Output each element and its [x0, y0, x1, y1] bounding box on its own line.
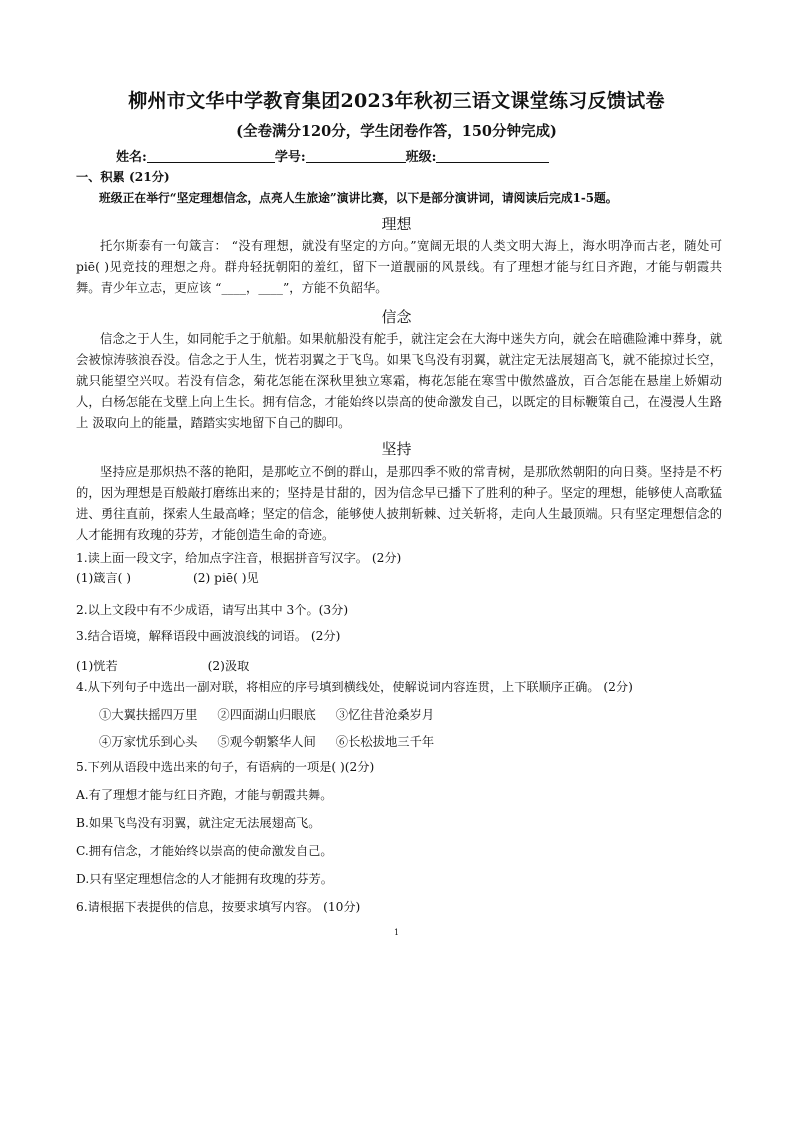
page-number: 1: [393, 928, 400, 937]
q4-option: ⑤观今朝繁华人间: [217, 735, 316, 749]
q5-option-d: D.只有坚定理想信念的人才能拥有玫瑰的芬芳。: [76, 872, 333, 886]
name-label: 姓名:: [116, 150, 147, 165]
q5-option-b: B.如果飞鸟没有羽翼，就注定无法展翅高飞。: [76, 816, 321, 830]
class-label: 班级:: [405, 150, 437, 165]
question-4-options-row1: [99, 705, 454, 723]
q4-option: ①大翼扶摇四万里: [99, 708, 198, 722]
question-2: 2.以上文段中有不少成语，请写出其中 3个。(3分): [76, 603, 349, 617]
speech-title-persistence: 坚持: [381, 440, 412, 458]
section1-heading: 一、积累 (21分): [76, 170, 170, 184]
class-blank[interactable]: [436, 149, 549, 163]
exam-subtitle: (全卷满分120分，学生闭卷作答，150分钟完成): [236, 123, 557, 140]
question-1-items: [76, 568, 259, 588]
speech-paragraph-ideal: 托尔斯泰有一句箴言： “没有理想，就没有坚定的方向。”宽阔无垠的人类文明大海上，海水明净而古老，随处可 piē( )见竞技的理想之舟。群舟轻抚朝阳的羞红，留下一道靓丽的风景线。有了理想才能与红日齐跑，才能与朝霞共舞。青少年立志，更应该 “____，____”，方能不负韶华。: [76, 239, 722, 295]
speech-title-belief: 信念: [381, 308, 412, 326]
number-blank[interactable]: [306, 149, 406, 163]
question-3a: (1)恍若: [76, 659, 118, 673]
exam-title: 柳州市文华中学教育集团2023年秋初三语文课堂练习反馈试卷: [128, 90, 665, 112]
name-blank[interactable]: [147, 149, 275, 163]
question-3-items: [76, 656, 249, 676]
question-1b: (2) piē( )见: [193, 571, 259, 585]
q4-option: ②四面湖山归眼底: [217, 708, 316, 722]
q5-option-a: A.有了理想才能与红日齐跑，才能与朝霞共舞。: [76, 788, 333, 802]
question-1: 1.读上面一段文字，给加点字注音，根据拼音写汉字。 (2分): [76, 551, 402, 565]
speech-paragraph-belief: 信念之于人生，如同舵手之于航船。如果航船没有舵手，就注定会在大海中迷失方向，就会在暗礁险滩中葬身，就会被惊涛骇浪吞没。信念之于人生，恍若羽翼之于飞鸟。如果飞鸟没有羽翼，就注定无法展翅高飞，就不能掠过长空，就只能望空兴叹。若没有信念，菊花怎能在深秋里独立寒霜，梅花怎能在寒雪中傲然盛放，百合怎能在悬崖上娇媚动人，白杨怎能在戈壁上向上生长。拥有信念，才能始终以崇高的使命激发自己，以既定的目标鞭策自己，在漫漫人生路上 汲取向上的能量，踏踏实实地留下自己的脚印。: [76, 332, 722, 430]
student-info-row: [116, 146, 549, 165]
question-1a: (1)箴言( ): [76, 571, 132, 585]
q4-option: ⑥长松拔地三千年: [335, 735, 435, 749]
question-5: 5.下列从语段中选出来的句子，有语病的一项是( )(2分): [76, 760, 375, 774]
question-3: 3.结合语境，解释语段中画波浪线的词语。 (2分): [76, 629, 341, 643]
speech-paragraph-persistence: 坚持应是那炽热不落的艳阳，是那屹立不倒的群山，是那四季不败的常青树，是那欣然朝阳的向日葵。坚持是不朽的，因为理想是百般敲打磨练出来的；坚持是甘甜的，因为信念早已播下了胜利的种子。坚定的理想，能够使人高歌猛进、勇往直前，探索人生最高峰；坚定的信念，能够使人披荆斩棘、过关斩将，走向人生最顶端。只有坚定理想信念的人才能拥有玫瑰的芬芳，才能创造生命的奇迹。: [76, 465, 722, 542]
q4-option: ③忆往昔沧桑岁月: [335, 708, 435, 722]
q5-option-c: C.拥有信念，才能始终以崇高的使命激发自己。: [76, 844, 333, 858]
question-4-options-row2: [99, 732, 454, 750]
question-3b: (2)汲取: [207, 659, 250, 673]
question-4: 4.从下列句子中选出一副对联，将相应的序号填到横线处，使解说词内容连贯，上下联顺序正确。 (2分): [76, 680, 633, 694]
q4-option: ④万家忧乐到心头: [99, 735, 198, 749]
section1-intro: 班级正在举行“坚定理想信念，点亮人生旅途”演讲比赛，以下是部分演讲词，请阅读后完成1-5题。: [99, 191, 618, 205]
number-label: 学号:: [274, 150, 306, 165]
speech-title-ideal: 理想: [381, 215, 412, 233]
question-6: 6.请根据下表提供的信息，按要求填写内容。 (10分): [76, 900, 361, 914]
